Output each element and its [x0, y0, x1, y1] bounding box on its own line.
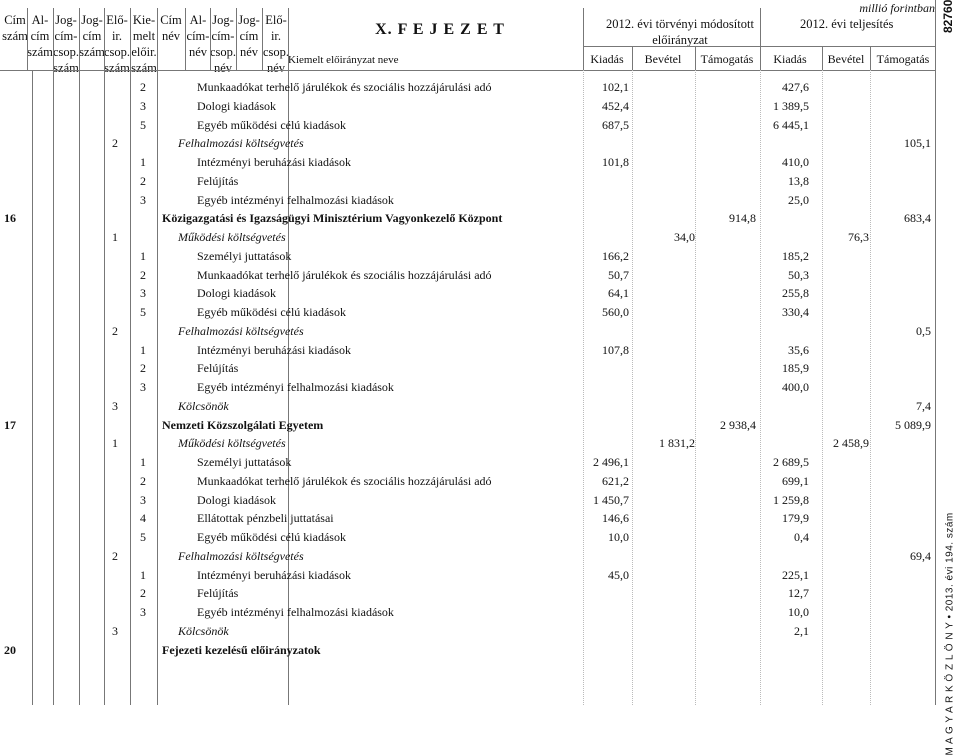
item-name: Egyéb intézményi felhalmozási kiadások: [197, 380, 394, 394]
table-row: [0, 603, 935, 622]
column-header-line: Jog-: [212, 13, 234, 27]
column-header-6: [157, 12, 185, 44]
kiemelt-header: Kiemelt előirányzat neve: [288, 54, 399, 66]
jogcim-number: 1: [140, 155, 146, 169]
jogcim-number: 3: [140, 605, 146, 619]
item-name: Kölcsönök: [178, 623, 229, 638]
sub-header-4: Bevétel: [827, 52, 865, 66]
grid-line: [870, 46, 871, 70]
jogcim-number: 5: [140, 117, 146, 132]
table-row: [0, 191, 935, 210]
value-k2: 410,0: [782, 155, 809, 169]
value-t2: 683,4: [904, 211, 931, 226]
grid-line: [695, 46, 696, 70]
value-k2: 179,9: [782, 511, 809, 526]
unit-label: millió forintban: [859, 1, 935, 15]
grid-line: [210, 8, 211, 70]
value-k1: 64,1: [608, 286, 629, 301]
alcim-number: 3: [112, 623, 118, 638]
value-k1: 560,0: [602, 305, 629, 319]
table-row: [0, 78, 935, 97]
value-b2: 2 458,9: [833, 436, 869, 451]
value-k1: 102,1: [602, 80, 629, 94]
column-header-line: név: [188, 45, 208, 59]
item-name: Nemzeti Közszolgálati Egyetem: [162, 417, 324, 432]
item-name: Felhalmozási költségvetés: [178, 136, 304, 151]
column-header-5: [130, 12, 158, 76]
table-header: [0, 0, 936, 75]
item-name: Munkaadókat terhelő járulékok és szociális hozzájárulási adó: [197, 267, 492, 282]
value-k2: 2 689,5: [773, 455, 809, 469]
alcim-number: 2: [112, 548, 118, 563]
jogcim-number: 2: [140, 473, 146, 488]
item-name: Intézményi beruházási kiadások: [197, 342, 351, 357]
item-name: Személyi juttatások: [197, 455, 292, 469]
grid-line: [760, 8, 761, 70]
table-row: [0, 566, 935, 585]
grid-line: [0, 70, 935, 71]
table-row: [0, 134, 935, 153]
value-k2: 1 259,8: [773, 492, 809, 507]
item-name: Működési költségvetés: [178, 436, 286, 451]
value-k2: 1 389,5: [773, 98, 809, 113]
column-header-line: cím: [82, 29, 102, 43]
column-header-line: Al-: [31, 13, 49, 27]
item-name: Közigazgatási és Igazságügyi Minisztérium Vagyonkezelő Központ: [162, 211, 503, 226]
value-k2: 185,2: [782, 248, 809, 263]
grid-line: [185, 8, 186, 70]
group1-header: 2012. évi törvényi módosított előirányzat: [606, 17, 754, 47]
table-row: [0, 472, 935, 491]
column-header-line: ir.: [270, 29, 282, 43]
value-k2: 12,7: [788, 586, 809, 601]
item-name: Fejezeti kezelésű előirányzatok: [162, 642, 321, 657]
value-k2: 185,9: [782, 361, 809, 376]
column-header-line: Jog-: [55, 13, 77, 27]
sub-header-1: Bevétel: [644, 52, 682, 66]
column-header-line: Jog-: [238, 13, 260, 27]
column-header-line: ir.: [111, 29, 123, 43]
column-header-line: név: [239, 45, 259, 59]
value-b1: 1 831,2: [659, 436, 695, 451]
value-b1: 34,0: [674, 230, 695, 244]
column-header-line: név: [266, 61, 286, 75]
column-header-line: szám: [2, 29, 28, 43]
jogcim-number: 4: [140, 511, 146, 526]
jogcim-number: 1: [140, 248, 146, 263]
value-k2: 400,0: [782, 380, 809, 394]
value-k2: 10,0: [788, 605, 809, 619]
value-k2: 50,3: [788, 267, 809, 282]
jogcim-number: 3: [140, 98, 146, 113]
column-header-line: Kie-: [132, 13, 156, 27]
item-name: Felhalmozási költségvetés: [178, 548, 304, 563]
item-name: Munkaadókat terhelő járulékok és szociális hozzájárulási adó: [197, 473, 492, 488]
alcim-number: 1: [112, 436, 118, 451]
value-k2: 427,6: [782, 80, 809, 94]
jogcim-number: 1: [140, 342, 146, 357]
jogcim-number: 2: [140, 173, 146, 188]
item-name: Ellátottak pénzbeli juttatásai: [197, 511, 334, 526]
item-name: Felújítás: [197, 361, 239, 376]
item-name: Egyéb intézményi felhalmozási kiadások: [197, 605, 394, 619]
cim-number: 17: [4, 417, 16, 432]
jogcim-number: 3: [140, 192, 146, 207]
jogcim-number: 3: [140, 492, 146, 507]
table-row: [0, 378, 935, 397]
alcim-number: 3: [112, 398, 118, 413]
table-row: [0, 547, 935, 566]
grid-line: [79, 8, 80, 70]
table-row: [0, 341, 935, 360]
table-row: [0, 116, 935, 135]
column-header-0: [2, 12, 28, 44]
cim-number: 16: [4, 211, 16, 226]
value-k1: 687,5: [602, 117, 629, 132]
value-t2: 105,1: [904, 136, 931, 151]
column-header-line: csop.: [210, 45, 237, 59]
column-header-line: cím-: [186, 29, 210, 43]
jogcim-number: 3: [140, 286, 146, 301]
journal-title: M A G Y A R K Ö Z L Ö N Y • 2013. évi 194. szám: [944, 512, 956, 756]
value-k1: 10,0: [608, 530, 629, 544]
column-header-line: Jog-: [81, 13, 103, 27]
jogcim-number: 1: [140, 455, 146, 469]
grid-line: [583, 46, 935, 47]
jogcim-number: 5: [140, 305, 146, 319]
table-row: [0, 622, 935, 641]
value-k1: 166,2: [602, 248, 629, 263]
alcim-number: 2: [112, 136, 118, 151]
value-k2: 35,6: [788, 342, 809, 357]
column-header-line: szám: [53, 61, 79, 75]
item-name: Felújítás: [197, 586, 239, 601]
item-name: Egyéb működési célú kiadások: [197, 117, 346, 132]
item-name: Intézményi beruházási kiadások: [197, 155, 351, 169]
jogcim-number: 1: [140, 567, 146, 582]
column-header-line: szám: [27, 45, 53, 59]
value-k2: 225,1: [782, 567, 809, 582]
value-k1: 1 450,7: [593, 492, 629, 507]
item-name: Dologi kiadások: [197, 98, 276, 113]
column-header-line: előir.: [131, 45, 157, 59]
table-row: [0, 397, 935, 416]
item-name: Egyéb működési célú kiadások: [197, 305, 346, 319]
table-row: [0, 97, 935, 116]
table-row: [0, 509, 935, 528]
grid-line: [583, 8, 584, 70]
jogcim-number: 2: [140, 80, 146, 94]
value-k2: 6 445,1: [773, 117, 809, 132]
value-k2: 25,0: [788, 192, 809, 207]
column-header-8: [210, 12, 236, 76]
table-row: [0, 641, 935, 660]
jogcim-number: 5: [140, 530, 146, 544]
table-row: [0, 303, 935, 322]
item-name: Működési költségvetés: [178, 230, 286, 244]
cim-number: 20: [4, 642, 16, 657]
item-name: Kölcsönök: [178, 398, 229, 413]
sub-header-3: Kiadás: [773, 52, 807, 66]
alcim-number: 2: [112, 323, 118, 338]
value-k2: 13,8: [788, 173, 809, 188]
column-header-line: Elő-: [106, 13, 128, 27]
column-header-7: [185, 12, 211, 60]
grid-line: [104, 8, 105, 70]
item-name: Személyi juttatások: [197, 248, 292, 263]
item-name: Felhalmozási költségvetés: [178, 323, 304, 338]
column-header-line: csop.: [104, 45, 131, 59]
value-k1: 107,8: [602, 342, 629, 357]
item-name: Intézményi beruházási kiadások: [197, 567, 351, 582]
grid-line: [262, 8, 263, 70]
column-header-line: szám: [131, 61, 157, 75]
value-k1: 146,6: [602, 511, 629, 526]
table-row: [0, 584, 935, 603]
column-header-4: [104, 12, 130, 76]
column-header-line: melt: [132, 29, 156, 43]
column-header-2: [53, 12, 79, 76]
table-row: [0, 322, 935, 341]
value-t2: 5 089,9: [895, 417, 931, 432]
sub-header-2: Támogatás: [700, 52, 754, 66]
item-name: Munkaadókat terhelő járulékok és szociális hozzájárulási adó: [197, 80, 492, 94]
value-t1: 914,8: [729, 211, 756, 226]
table-row: [0, 172, 935, 191]
table-row: [0, 266, 935, 285]
column-header-line: Cím: [4, 13, 26, 27]
group2-header: 2012. évi teljesítés: [800, 17, 894, 31]
alcim-number: 1: [112, 230, 118, 244]
value-k1: 2 496,1: [593, 455, 629, 469]
table-row: [0, 453, 935, 472]
page-number: 82760: [941, 0, 955, 33]
grid-line: [130, 8, 131, 70]
grid-line: [157, 8, 158, 70]
column-header-line: Al-: [189, 13, 207, 27]
value-k2: 255,8: [782, 286, 809, 301]
value-k2: 699,1: [782, 473, 809, 488]
table-row: [0, 416, 935, 435]
table-row: [0, 247, 935, 266]
value-k2: 330,4: [782, 305, 809, 319]
item-name: Egyéb működési célú kiadások: [197, 530, 346, 544]
jogcim-number: 3: [140, 380, 146, 394]
value-k1: 50,7: [608, 267, 629, 282]
value-k1: 45,0: [608, 567, 629, 582]
table-row: [0, 209, 935, 228]
chapter-title: X. F E J E Z E T: [375, 21, 505, 38]
column-header-line: szám: [79, 45, 105, 59]
column-header-line: szám: [104, 61, 130, 75]
column-header-line: név: [213, 61, 233, 75]
column-header-line: cím-: [54, 29, 78, 43]
jogcim-number: 2: [140, 586, 146, 601]
grid-line: [236, 8, 237, 70]
column-header-3: [79, 12, 105, 60]
value-k1: 101,8: [602, 155, 629, 169]
table-row: [0, 434, 935, 453]
value-t2: 69,4: [910, 548, 931, 563]
item-name: Dologi kiadások: [197, 286, 276, 301]
value-t2: 7,4: [916, 398, 931, 413]
grid-line: [822, 46, 823, 70]
column-header-line: Elő-: [265, 13, 287, 27]
item-name: Felújítás: [197, 173, 239, 188]
column-header-line: cím: [239, 29, 259, 43]
value-k1: 452,4: [602, 98, 629, 113]
table-row: [0, 228, 935, 247]
item-name: Dologi kiadások: [197, 492, 276, 507]
column-header-line: cím: [30, 29, 50, 43]
grid-line: [632, 46, 633, 70]
column-header-1: [27, 12, 53, 60]
jogcim-number: 2: [140, 267, 146, 282]
item-name: Egyéb intézményi felhalmozási kiadások: [197, 192, 394, 207]
grid-line: [27, 8, 28, 70]
column-header-line: név: [161, 29, 181, 43]
table-row: [0, 491, 935, 510]
sub-header-0: Kiadás: [590, 52, 624, 66]
value-k1: 621,2: [602, 473, 629, 488]
column-header-line: csop.: [262, 45, 290, 59]
grid-line: [53, 8, 54, 70]
value-t1: 2 938,4: [720, 417, 756, 432]
column-header-line: cím-: [211, 29, 235, 43]
grid-line: [288, 8, 289, 70]
table-row: [0, 284, 935, 303]
grid-line: [935, 0, 936, 705]
sub-header-5: Támogatás: [876, 52, 930, 66]
value-k2: 2,1: [794, 623, 809, 638]
jogcim-number: 2: [140, 361, 146, 376]
table-row: [0, 359, 935, 378]
table-row: [0, 153, 935, 172]
column-header-9: [236, 12, 262, 60]
value-k2: 0,4: [794, 530, 809, 544]
table-row: [0, 528, 935, 547]
value-t2: 0,5: [916, 323, 931, 338]
value-b2: 76,3: [848, 230, 869, 244]
column-header-line: Cím: [160, 13, 182, 27]
column-header-line: csop.: [53, 45, 80, 59]
column-header-10: [262, 12, 290, 76]
